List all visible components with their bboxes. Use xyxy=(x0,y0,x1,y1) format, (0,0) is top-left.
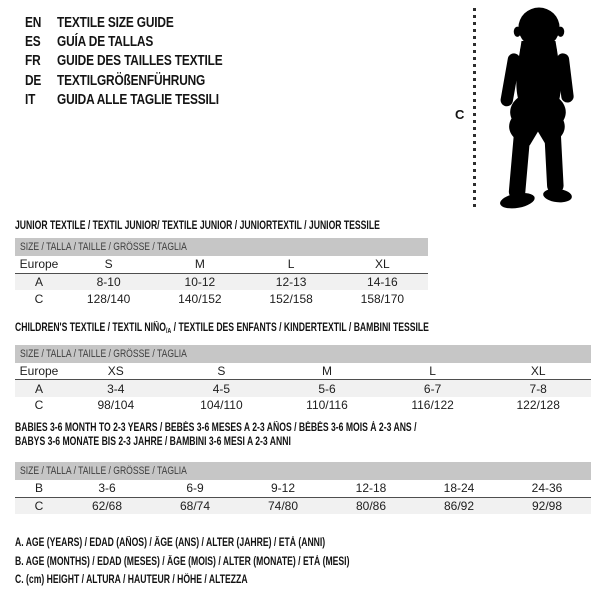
height-measure-dotted-line xyxy=(473,8,476,211)
size-cell: L xyxy=(246,256,337,273)
footnote-b xyxy=(15,553,461,572)
size-band xyxy=(15,345,591,363)
size-cell: 3-6 xyxy=(63,480,151,497)
size-cell: 92/98 xyxy=(531,498,563,513)
section-childrens-textile xyxy=(15,322,591,414)
language-row-it xyxy=(25,91,259,110)
section-title-text: BABIES 3-6 MONTH TO 2-3 YEARS / BEBÉS 3-6 MESES A 2-3 AÑOS / BÉBÉS 3-6 MOIS À 2-3 ANS / xyxy=(15,422,417,434)
table-row-height xyxy=(15,290,428,307)
size-cell: 98/104 xyxy=(97,398,135,413)
size-cell: 80/86 xyxy=(355,498,387,513)
size-cell: 140/152 xyxy=(178,291,222,306)
size-cell: 8-10 xyxy=(96,274,121,289)
size-cell: XS xyxy=(63,363,169,380)
size-cell: 9-12 xyxy=(239,480,327,497)
footnotes xyxy=(15,534,461,590)
size-cell: L xyxy=(380,363,486,380)
table-row-height xyxy=(15,497,591,514)
size-band-text: SIZE / TALLA / TAILLE / GRÖSSE / TAGLIA xyxy=(20,465,187,477)
babies-size-table xyxy=(15,480,591,514)
size-cell: 6-7 xyxy=(423,381,442,396)
size-cell: 7-8 xyxy=(529,381,547,396)
row-label: C xyxy=(34,498,44,513)
language-header xyxy=(25,13,259,110)
table-row-europe xyxy=(15,363,591,380)
size-cell: 104/110 xyxy=(200,398,243,413)
language-title: GUIDE DES TAILLES TEXTILE xyxy=(57,53,223,70)
language-code: DE xyxy=(25,72,42,89)
title-part: CHILDREN'S TEXTILE / TEXTIL NIÑO xyxy=(15,322,166,334)
footnote-text: B. AGE (MONTHS) / EDAD (MESES) / ÂGE (MOIS) / ALTER (MONATE) / ETÀ (MESI) xyxy=(15,555,350,568)
language-title: TEXTILGRÖßENFÜHRUNG xyxy=(57,72,206,89)
size-band xyxy=(15,462,591,480)
section-title-text xyxy=(15,322,429,338)
size-cell: 18-24 xyxy=(415,480,503,497)
size-band xyxy=(15,238,428,256)
size-cell: M xyxy=(274,363,380,380)
row-label: Europe xyxy=(15,363,63,380)
size-cell: 62/68 xyxy=(91,498,123,513)
language-code: EN xyxy=(25,14,42,31)
footnote-text: C. (cm) HEIGHT / ALTURA / HAUTEUR / HÖHE / ALTEZZA xyxy=(15,574,248,587)
size-cell: 122/128 xyxy=(516,398,560,413)
children-size-table xyxy=(15,363,591,414)
section-title xyxy=(15,220,428,233)
size-cell: 86/92 xyxy=(443,498,475,513)
section-title-text: JUNIOR TEXTILE / TEXTIL JUNIOR/ TEXTILE JUNIOR / JUNIORTEXTIL / JUNIOR TESSILE xyxy=(15,220,380,232)
size-cell: 24-36 xyxy=(503,480,591,497)
size-band-text: SIZE / TALLA / TAILLE / GRÖSSE / TAGLIA xyxy=(20,241,187,253)
section-title xyxy=(15,421,591,449)
language-title: GUÍA DE TALLAS xyxy=(57,34,154,51)
size-cell: M xyxy=(154,256,245,273)
row-label: A xyxy=(34,381,43,396)
language-title: TEXTILE SIZE GUIDE xyxy=(57,14,174,31)
section-title xyxy=(15,322,591,338)
language-row-es xyxy=(25,32,259,51)
footnote-c xyxy=(15,571,461,590)
row-label: B xyxy=(15,480,63,497)
size-cell: XL xyxy=(337,256,428,273)
size-cell: 5-6 xyxy=(318,381,336,396)
table-row-europe xyxy=(15,256,428,273)
footnote-text: A. AGE (YEARS) / EDAD (AÑOS) / ÂGE (ANS) / ALTER (JAHRE) / ETÀ (ANNI) xyxy=(15,537,326,549)
size-cell: XL xyxy=(485,363,591,380)
size-cell: 74/80 xyxy=(267,498,299,513)
size-cell: 4-5 xyxy=(212,381,231,396)
language-row-de xyxy=(25,71,259,90)
table-row-age xyxy=(15,273,428,290)
size-cell: 3-4 xyxy=(107,381,125,396)
language-row-en xyxy=(25,13,259,32)
size-cell: 158/170 xyxy=(360,291,405,306)
row-label: C xyxy=(34,398,44,413)
size-cell: 6-9 xyxy=(151,480,239,497)
size-band-text: SIZE / TALLA / TAILLE / GRÖSSE / TAGLIA xyxy=(20,347,187,360)
table-row-months xyxy=(15,480,591,497)
size-cell: 10-12 xyxy=(184,274,216,289)
section-babies-textile xyxy=(15,421,591,514)
section-title-text: BABYS 3-6 MONATE BIS 2-3 JAHRE / BAMBINI 3-6 MESI A 2-3 ANNI xyxy=(15,436,291,448)
size-cell: 116/122 xyxy=(411,398,454,413)
size-cell: 14-16 xyxy=(367,274,398,289)
child-silhouette xyxy=(482,6,596,212)
language-code: ES xyxy=(25,34,41,51)
size-cell: 12-13 xyxy=(275,274,307,289)
junior-size-table xyxy=(15,256,428,307)
section-title-line1 xyxy=(15,421,591,435)
table-row-age xyxy=(15,380,591,397)
table-row-height xyxy=(15,397,591,414)
size-cell: 110/116 xyxy=(306,398,348,413)
size-cell: 128/140 xyxy=(86,291,131,306)
language-code: IT xyxy=(25,92,36,109)
size-cell: 68/74 xyxy=(179,498,211,513)
title-subscript: /A xyxy=(165,326,172,335)
title-part: / TEXTILE DES ENFANTS / KINDERTEXTIL / BAMBINI TESSILE xyxy=(171,322,429,334)
language-code: FR xyxy=(25,53,41,70)
size-cell: 152/158 xyxy=(269,291,313,306)
size-cell: 12-18 xyxy=(327,480,415,497)
row-label: C xyxy=(34,291,44,306)
section-title-line2 xyxy=(15,435,591,449)
height-measure-label: C xyxy=(455,107,465,122)
row-label: A xyxy=(34,274,43,289)
footnote-a xyxy=(15,534,461,553)
section-junior-textile xyxy=(15,220,428,307)
size-cell: S xyxy=(169,363,275,380)
language-title: GUIDA ALLE TAGLIE TESSILI xyxy=(57,92,219,109)
size-cell: S xyxy=(63,256,154,273)
language-row-fr xyxy=(25,52,259,71)
child-height-figure xyxy=(450,4,598,214)
row-label: Europe xyxy=(15,256,63,273)
